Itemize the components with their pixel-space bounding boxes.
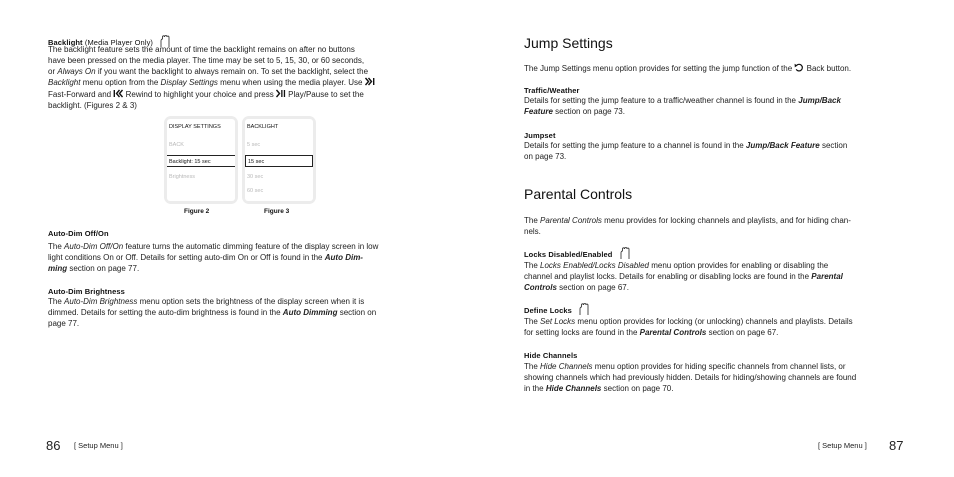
figure-2-device: [164, 116, 238, 204]
hide-channels-body: The Hide Channels menu option provides for hiding specific channels from channel lists, or showing channels which had previously hidden. Details for hiding/showing channels are found in the Hide Channels section on page 70.: [524, 362, 857, 393]
auto-dim-brightness-body: The Auto-Dim Brightness menu option sets the brightness of the display screen when it is dimmed. Details for setting the auto-dim brightness is found in the Auto Dimming section on page 77.: [48, 297, 377, 328]
figure-2-screen-title: DISPLAY SETTINGS: [169, 124, 221, 130]
auto-dim-heading: Auto-Dim Off/On: [48, 229, 109, 238]
backlight-body: The backlight feature sets the amount of time the backlight remains on after no buttons have been pressed on the media player. The time may be set to 5, 15, 30, or 60 seconds, or Always On if you want the backlight to always remain on. To set the backlight, select the Backlight menu option from the Display Settings menu when using the media player. Use Fast-Forward and Rewind to highlight your choice and press Play/Pause to set the backlight. (Figures 2 & 3): [48, 45, 428, 112]
parental-controls-intro: The Parental Controls menu provides for locking channels and playlists, and for hiding chan- nels.: [524, 216, 851, 236]
figure-3-caption: Figure 3: [264, 208, 290, 215]
figure-3-screen: [245, 119, 313, 201]
page-number-right: 87: [889, 438, 904, 453]
parental-controls-title: Parental Controls: [524, 186, 633, 202]
figure-3-row-5-sec: 5 sec: [247, 142, 261, 148]
rewind-icon: [113, 89, 123, 98]
traffic-weather-body: Details for setting the jump feature to a traffic/weather channel is found in the Jump/Back Feature section on page 73.: [524, 96, 841, 116]
figure-3-row-30-sec: 30 sec: [247, 174, 264, 180]
jumpset-body: Details for setting the jump feature to a channel is found in the Jump/Back Feature section on page 73.: [524, 141, 848, 161]
figure-2-screen: [167, 119, 235, 201]
backlight-heading: Backlight (Media Player Only): [48, 35, 171, 48]
figure-2-row-backlight: Backlight: 15 sec: [167, 155, 235, 167]
locks-heading: Locks Disabled/Enabled: [524, 247, 631, 260]
right-page: [477, 0, 954, 477]
figure-3-row-15-sec: 15 sec: [245, 155, 313, 167]
auto-dim-body: The Auto-Dim Off/On feature turns the automatic dimming feature of the display screen in low light conditions On or Off. Details for setting auto-dim On or Off is found in the Auto Dim- ming section on page 77.: [48, 242, 379, 273]
figure-3-device: [242, 116, 316, 204]
figure-2-row-back: BACK: [169, 142, 184, 148]
figure-3-screen-title: BACKLIGHT: [247, 124, 279, 130]
hide-channels-heading: Hide Channels: [524, 351, 578, 360]
backlight-note: (Media Player Only): [84, 38, 154, 47]
running-footer-left: [ Setup Menu ]: [74, 441, 123, 450]
running-footer-right: [ Setup Menu ]: [818, 441, 867, 450]
page-number-left: 86: [46, 438, 61, 453]
jump-settings-intro: The Jump Settings menu option provides for setting the jump function of the Back button.: [524, 64, 852, 73]
hand-icon: [578, 303, 590, 316]
hand-icon: [619, 247, 631, 260]
auto-dim-brightness-heading: Auto-Dim Brightness: [48, 287, 125, 296]
back-arrow-icon: [794, 63, 804, 72]
play-pause-icon: [276, 89, 286, 98]
fast-forward-icon: [365, 77, 375, 86]
jump-settings-title: Jump Settings: [524, 35, 613, 51]
define-locks-heading: Define Locks: [524, 303, 590, 316]
locks-body: The Locks Enabled/Locks Disabled menu option provides for enabling or disabling the channel and playlist locks. Details for enabling or disabling locks are found in the Parental Controls section on page 67.: [524, 261, 843, 292]
figure-3-row-60-sec: 60 sec: [247, 188, 264, 194]
jumpset-heading: Jumpset: [524, 131, 556, 140]
figure-2-row-brightness: Brightness: [169, 174, 195, 180]
define-locks-body: The Set Locks menu option provides for locking (or unlocking) channels and playlists. Details for setting locks are found in the Parental Controls section on page 67.: [524, 317, 853, 337]
figure-2-caption: Figure 2: [184, 208, 210, 215]
traffic-weather-heading: Traffic/Weather: [524, 86, 580, 95]
